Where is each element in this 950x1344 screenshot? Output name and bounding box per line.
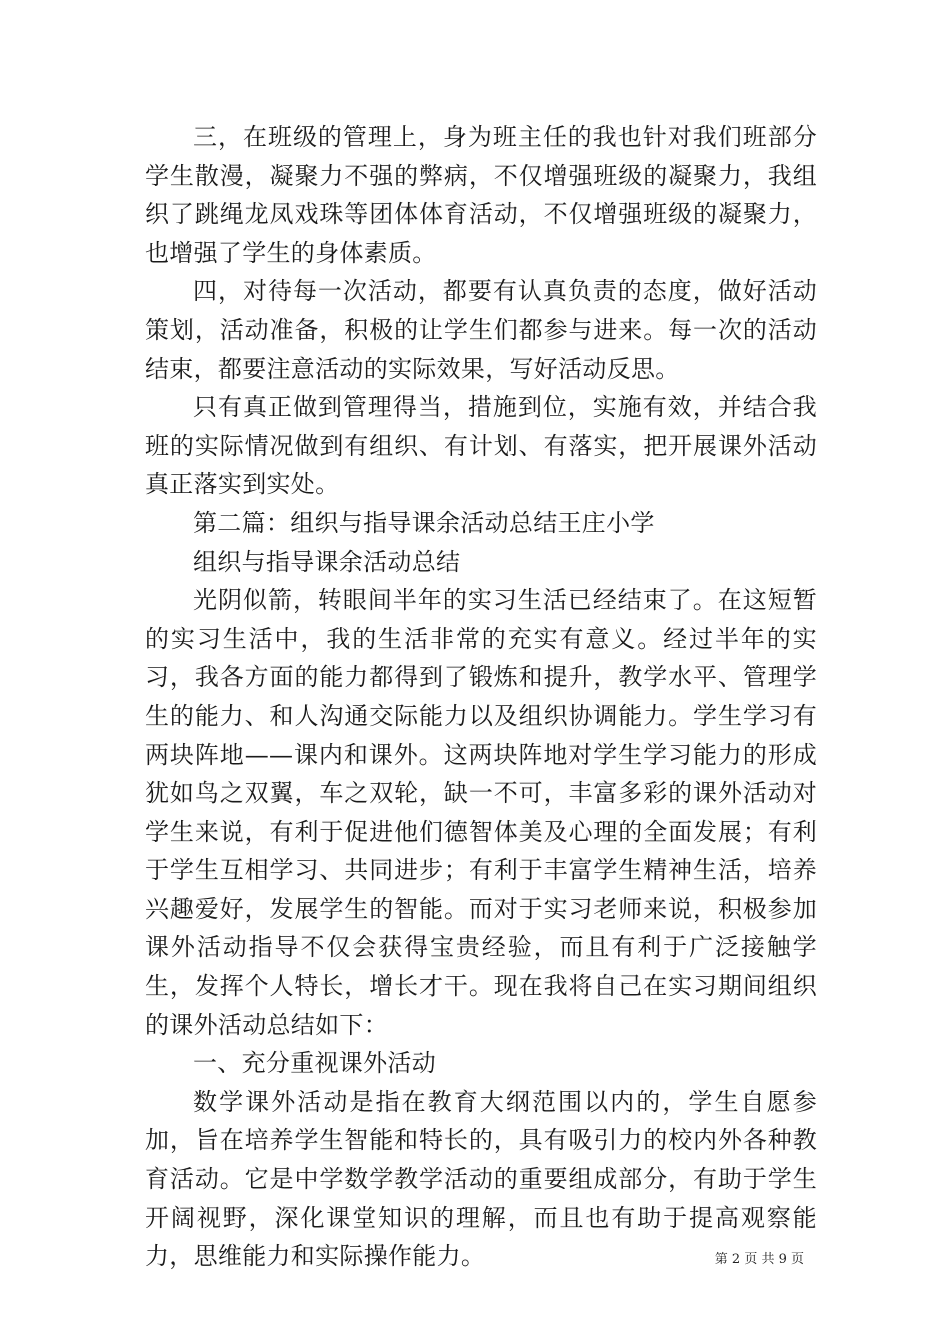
document-body [145,118,817,1276]
paragraph-internship: 光阴似箭，转眼间半年的实习生活已经结束了。在这短暂的实习生活中，我的生活非常的充实有意义。经过半年的实习，我各方面的能力都得到了锻炼和提升，教学水平、管理学生的能力、和人沟通交际能力以及组织协调能力。学生学习有两块阵地——课内和课外。这两块阵地对学生学习能力的形成犹如鸟之双翼，车之双轮，缺一不可，丰富多彩的课外活动对学生来说，有利于促进他们德智体美及心理的全面发展；有利于学生互相学习、共同进步；有利于丰富学生精神生活，培养兴趣爱好，发展学生的智能。而对于实习老师来说，积极参加课外活动指导不仅会获得宝贵经验，而且有利于广泛接触学生，发挥个人特长，增长才干。现在我将自己在实习期间组织的课外活动总结如下： [145,586,817,1039]
page-number: 第 2 页 共 9 页 [714,1252,804,1267]
paragraph-management: 三，在班级的管理上，身为班主任的我也针对我们班部分学生散漫，凝聚力不强的弊病，不仅增强班级的凝聚力，我组织了跳绳龙凤戏珠等团体体育活动，不仅增强班级的凝聚力，也增强了学生的身体素质。 [145,123,817,267]
paragraph-math-activities: 数学课外活动是指在教育大纲范围以内的，学生自愿参加，旨在培养学生智能和特长的，具有吸引力的校内外各种教育活动。它是中学数学教学活动的重要组成部分，有助于学生开阔视野，深化课堂知识的理解，而且也有助于提高观察能力，思维能力和实际操作能力。 [145,1087,817,1271]
paragraph-conclusion: 只有真正做到管理得当，措施到位，实施有效，并结合我班的实际情况做到有组织、有计划、有落实，把开展课外活动真正落实到实处。 [145,393,817,499]
paragraph-activity-attitude: 四，对待每一次活动，都要有认真负责的态度，做好活动策划，活动准备，积极的让学生们都参与进来。每一次的活动结束，都要注意活动的实际效果，写好活动反思。 [145,277,817,383]
section-heading: 第二篇：组织与指导课余活动总结王庄小学 [193,508,655,537]
section-title: 组织与指导课余活动总结 [193,547,461,576]
subheading-value-activities: 一、充分重视课外活动 [193,1049,436,1078]
